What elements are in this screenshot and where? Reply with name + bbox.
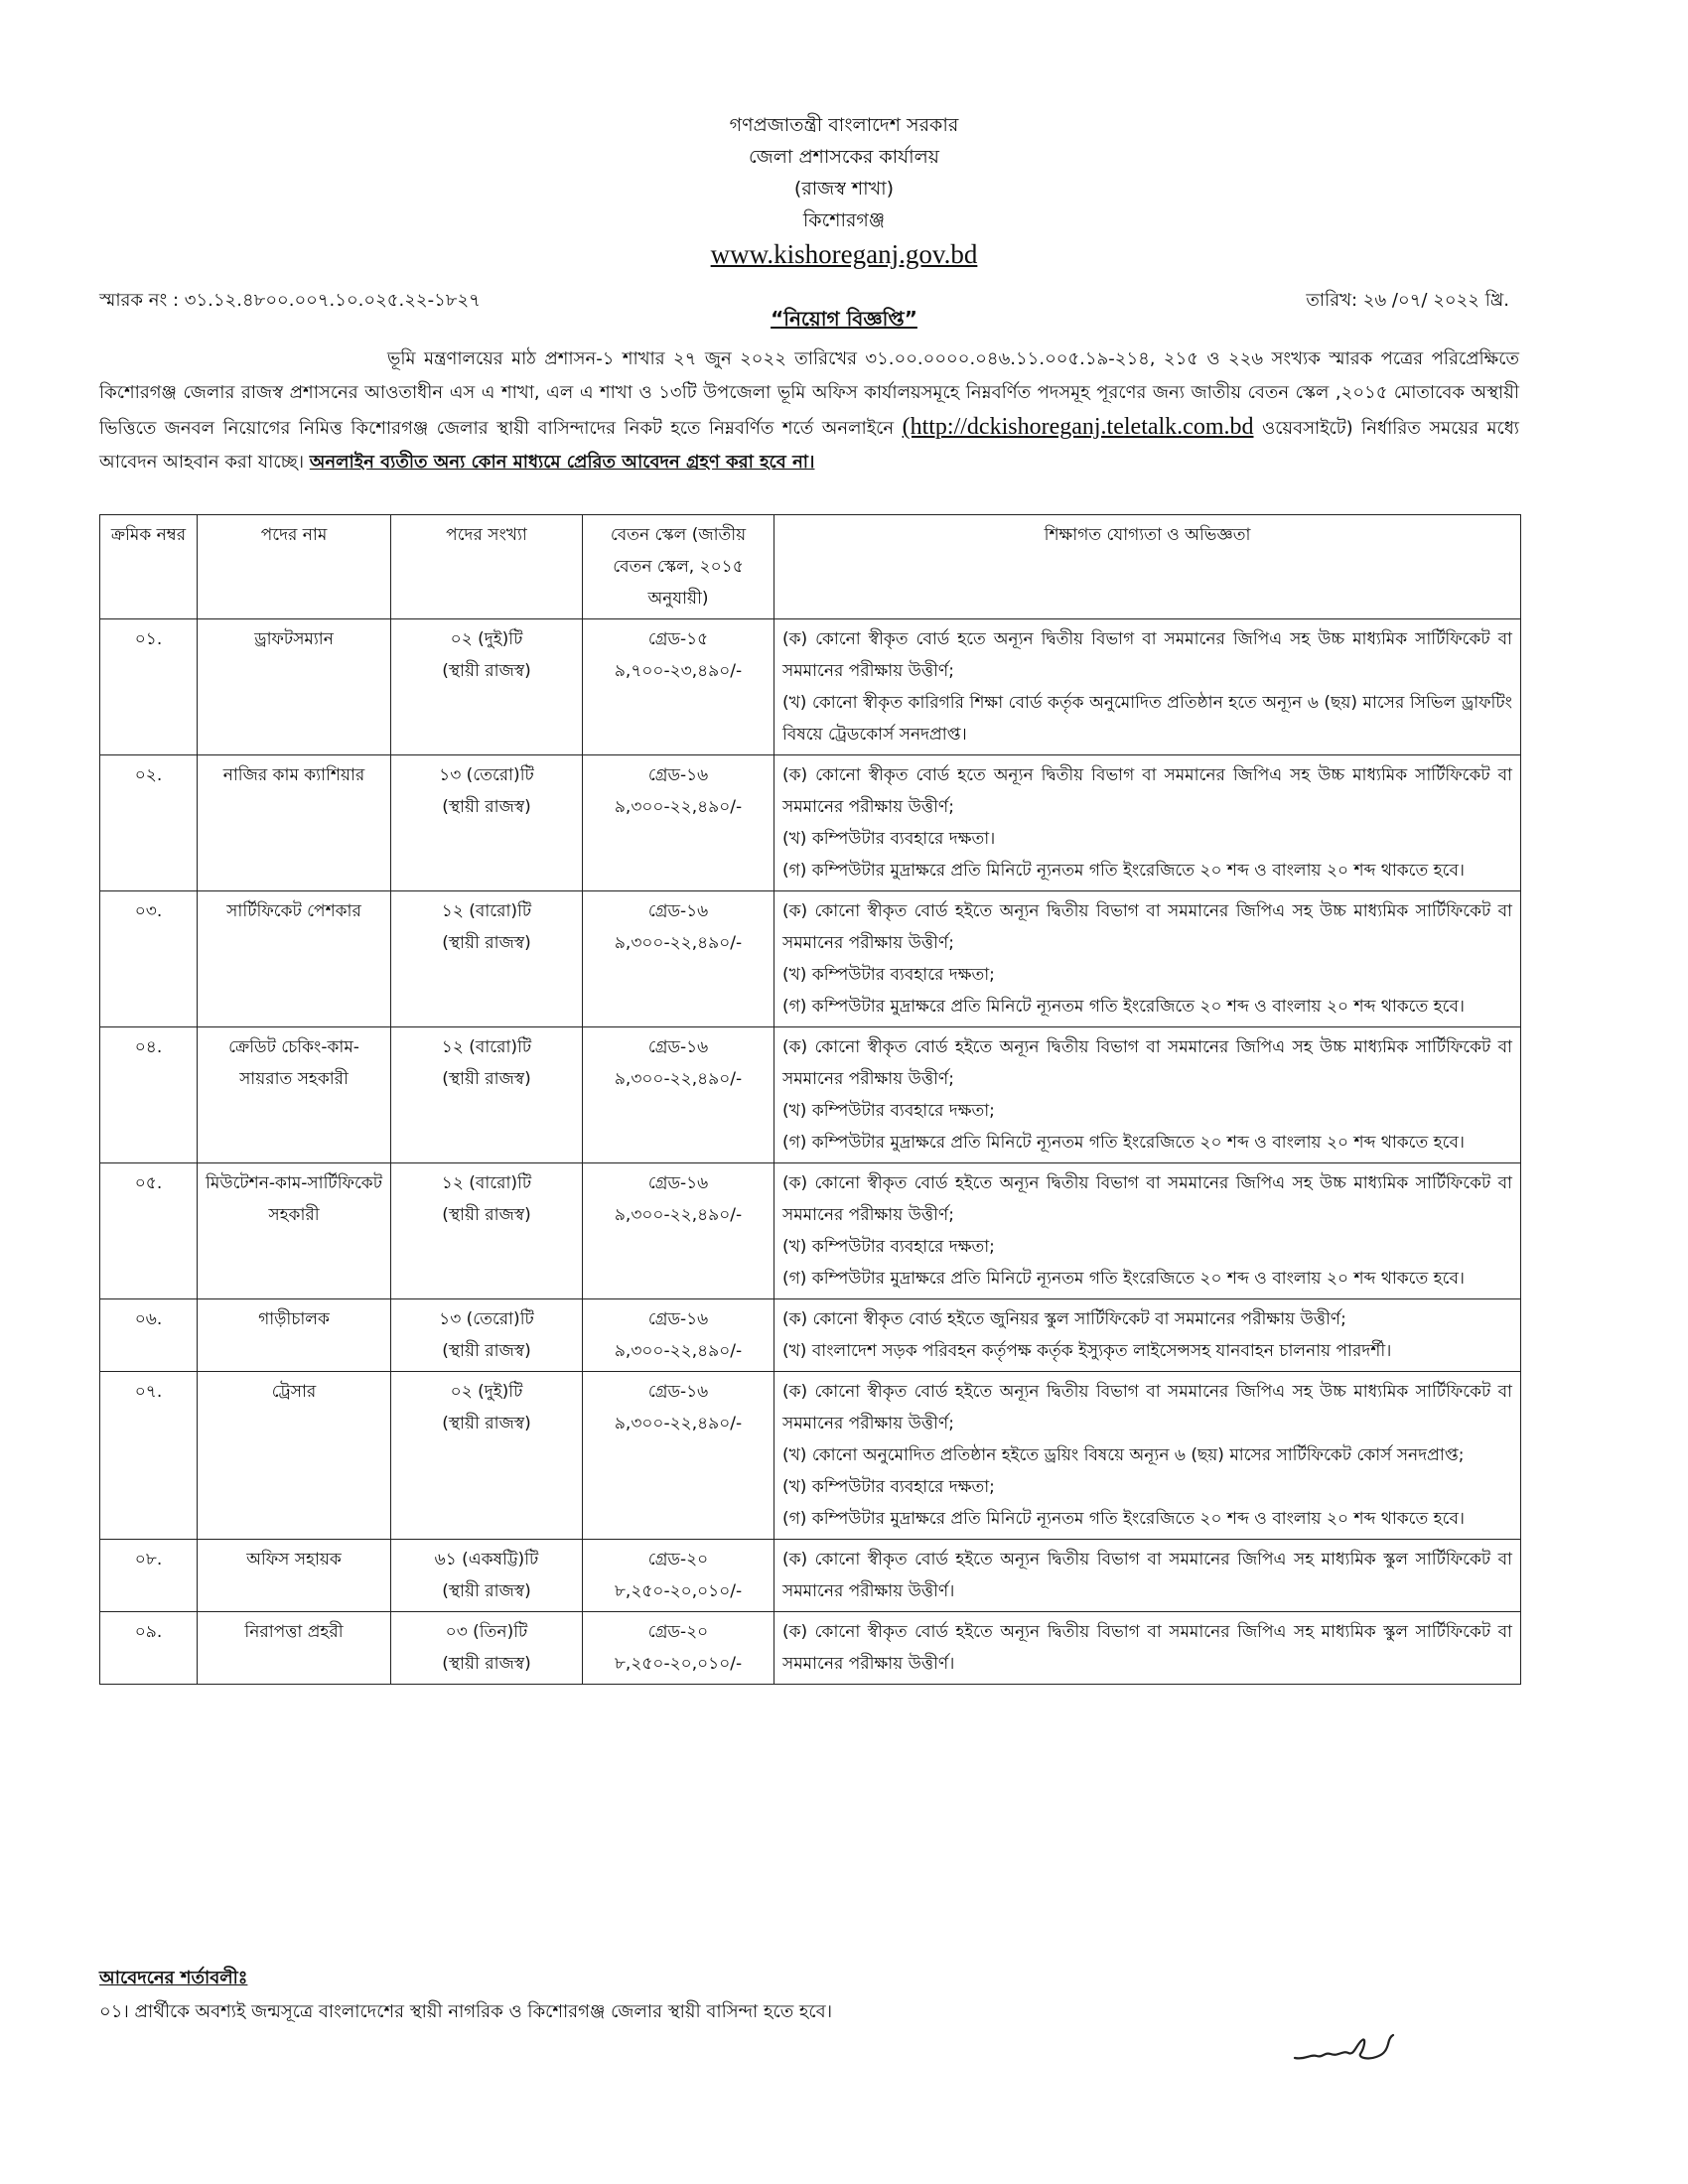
pay-grade: গ্রেড-১৬ bbox=[647, 1173, 709, 1193]
cell-qualification bbox=[774, 619, 1521, 755]
post-type: (স্থায়ী রাজস্ব) bbox=[442, 1654, 531, 1674]
intro-text: ভূমি মন্ত্রণালয়ের মাঠ প্রশাসন-১ শাখার ২৭ জুন ২০২২ তারিখের ৩১.০০.০০০০.০৪৬.১১.০০৫.১৯-২১৪, ২১৫ ও ২২৬ সংখ্যক স্মারক পত্রের পরিপ্রেক্ষিতে কিশোরগঞ্জ জেলার রাজস্ব প্রশাসনের আওতাধীন এস এ শাখা, এল এ শাখা ও ১৩টি উপজেলা ভূমি অফিস কার্যালয়সমূহে নিম্নবর্ণিত পদসমূহ পূরণের জন্য জাতীয় বেতন স্কেল ,২০১৫ মোতাবেক অস্থায়ী ভিত্তিতে জনবল নিয়োগের নিমিত্ত কিশোরগঞ্জ জেলার স্থায়ী বাসিন্দাদের নিকট হতে নিম্নবর্ণিত শর্তে অনলাইনে bbox=[99, 348, 1519, 439]
post-count: ১৩ (তেরো)টি bbox=[439, 1309, 534, 1329]
cell-qualification bbox=[774, 1540, 1521, 1612]
qualification-item: (গ) কম্পিউটার মুদ্রাক্ষরে প্রতি মিনিটে ন্যূনতম গতি ইংরেজিতে ২০ শব্দ ও বাংলায় ২০ শব্দ থাকতে হবে। bbox=[782, 997, 1465, 1017]
notice-title: “নিয়োগ বিজ্ঞপ্তি” bbox=[771, 307, 917, 331]
pay-grade: গ্রেড-১৬ bbox=[647, 901, 709, 921]
qualification-item: (গ) কম্পিউটার মুদ্রাক্ষরে প্রতি মিনিটে ন্যূনতম গতি ইংরেজিতে ২০ শব্দ ও বাংলায় ২০ শব্দ থাকতে হবে। bbox=[782, 1269, 1465, 1289]
cell-post-count bbox=[391, 1027, 583, 1163]
post-type: (স্থায়ী রাজস্ব) bbox=[442, 661, 531, 681]
cell-post-name: ট্রেসার bbox=[198, 1372, 391, 1540]
cell-pay-scale bbox=[583, 1163, 774, 1299]
post-count: ০৩ (তিন)টি bbox=[445, 1622, 528, 1642]
cell-post-count bbox=[391, 1299, 583, 1372]
post-count: ১২ (বারো)টি bbox=[441, 1037, 532, 1057]
header-office: জেলা প্রশাসকের কার্যালয় bbox=[749, 146, 939, 168]
cell-post-count bbox=[391, 1612, 583, 1685]
cell-qualification bbox=[774, 1372, 1521, 1540]
cell-serial: ০২. bbox=[100, 755, 198, 891]
pay-grade: গ্রেড-১৬ bbox=[647, 1382, 709, 1402]
col-header-post: পদের নাম bbox=[198, 515, 391, 619]
cell-qualification bbox=[774, 1027, 1521, 1163]
cell-qualification bbox=[774, 1299, 1521, 1372]
cell-post-count bbox=[391, 1163, 583, 1299]
table-row bbox=[100, 1163, 1521, 1299]
table-row bbox=[100, 1612, 1521, 1685]
table-header-row bbox=[100, 515, 1521, 619]
cell-post-name: মিউটেশন-কাম-সার্টিফিকেট সহকারী bbox=[198, 1163, 391, 1299]
qualification-item: (খ) কম্পিউটার ব্যবহারে দক্ষতা; bbox=[782, 1101, 995, 1121]
pay-range: ৯,৩০০-২২,৪৯০/- bbox=[614, 1341, 743, 1361]
table-row bbox=[100, 1372, 1521, 1540]
cell-serial: ০৫. bbox=[100, 1163, 198, 1299]
post-count: ০২ (দুই)টি bbox=[450, 629, 523, 649]
cell-post-name: সার্টিফিকেট পেশকার bbox=[198, 891, 391, 1027]
qualification-item: (ক) কোনো স্বীকৃত বোর্ড হইতে অন্যূন দ্বিতীয় বিভাগ বা সমমানের জিপিএ সহ উচ্চ মাধ্যমিক সার্টিফিকেট বা সমমানের পরীক্ষায় উত্তীর্ণ; bbox=[782, 1037, 1512, 1089]
pay-range: ৯,৩০০-২২,৪৯০/- bbox=[614, 1414, 743, 1433]
cell-post-name: ড্রাফটসম্যান bbox=[198, 619, 391, 755]
cell-pay-scale bbox=[583, 1027, 774, 1163]
table-row bbox=[100, 1027, 1521, 1163]
col-header-qualification: শিক্ষাগত যোগ্যতা ও অভিজ্ঞতা bbox=[774, 515, 1521, 619]
cell-qualification bbox=[774, 1163, 1521, 1299]
cell-post-count bbox=[391, 1540, 583, 1612]
qualification-item: (খ) কম্পিউটার ব্যবহারে দক্ষতা; bbox=[782, 1477, 995, 1497]
intro-after-url: ওয়েবসাইটে) নির্ধারিত সময়ের মধ্যে আবেদন আহবান করা যাচ্ছে। bbox=[99, 418, 1519, 473]
cell-qualification bbox=[774, 891, 1521, 1027]
pay-range: ৯,৩০০-২২,৪৯০/- bbox=[614, 797, 743, 817]
post-type: (স্থায়ী রাজস্ব) bbox=[442, 933, 531, 953]
cell-pay-scale bbox=[583, 1540, 774, 1612]
post-count: ১২ (বারো)টি bbox=[441, 901, 532, 921]
issue-date: তারিখ: ২৬ /০৭/ ২০২২ খ্রি. bbox=[1306, 290, 1509, 311]
table-row bbox=[100, 755, 1521, 891]
cell-post-count bbox=[391, 1372, 583, 1540]
vacancy-table bbox=[99, 514, 1521, 1685]
header-branch: (রাজস্ব শাখা) bbox=[793, 178, 895, 200]
cell-qualification bbox=[774, 1612, 1521, 1685]
col-header-count: পদের সংখ্যা bbox=[391, 515, 583, 619]
post-type: (স্থায়ী রাজস্ব) bbox=[442, 1341, 531, 1361]
apply-url: (http://dckishoreganj.teletalk.com.bd bbox=[902, 414, 1254, 440]
qualification-item: (ক) কোনো স্বীকৃত বোর্ড হতে অন্যূন দ্বিতীয় বিভাগ বা সমমানের জিপিএ সহ উচ্চ মাধ্যমিক সার্টিফিকেট বা সমমানের পরীক্ষায় উত্তীর্ণ; bbox=[782, 765, 1512, 817]
pay-grade: গ্রেড-২০ bbox=[647, 1622, 709, 1642]
conditions-title: আবেদনের শর্তাবলীঃ bbox=[99, 1968, 248, 1988]
cell-serial: ০৪. bbox=[100, 1027, 198, 1163]
cell-post-name: নাজির কাম ক্যাশিয়ার bbox=[198, 755, 391, 891]
pay-range: ৯,৩০০-২২,৪৯০/- bbox=[614, 1205, 743, 1225]
qualification-item: (গ) কম্পিউটার মুদ্রাক্ষরে প্রতি মিনিটে ন্যূনতম গতি ইংরেজিতে ২০ শব্দ ও বাংলায় ২০ শব্দ থাকতে হবে। bbox=[782, 861, 1465, 881]
table-body bbox=[100, 619, 1521, 1685]
pay-grade: গ্রেড-১৬ bbox=[647, 1037, 709, 1057]
qualification-item: (খ) বাংলাদেশ সড়ক পরিবহন কর্তৃপক্ষ কর্তৃক ইস্যুকৃত লাইসেন্সসহ যানবাহন চালনায় পারদর্শী। bbox=[782, 1341, 1392, 1361]
table-row bbox=[100, 1540, 1521, 1612]
post-count: ০২ (দুই)টি bbox=[450, 1382, 523, 1402]
post-count: ৬১ (একষট্টি)টি bbox=[434, 1550, 539, 1570]
cell-post-count bbox=[391, 891, 583, 1027]
cell-serial: ০৮. bbox=[100, 1540, 198, 1612]
pay-range: ৯,৭০০-২৩,৪৯০/- bbox=[614, 661, 743, 681]
header-district: কিশোরগঞ্জ bbox=[802, 209, 886, 231]
table-row bbox=[100, 891, 1521, 1027]
qualification-item: (খ) কোনো অনুমোদিত প্রতিষ্ঠান হইতে ড্রয়িং বিষয়ে অন্যূন ৬ (ছয়) মাসের সার্টিফিকেট কোর্স সনদপ্রাপ্ত; bbox=[782, 1445, 1465, 1465]
qualification-item: (ক) কোনো স্বীকৃত বোর্ড হতে অন্যূন দ্বিতীয় বিভাগ বা সমমানের জিপিএ সহ উচ্চ মাধ্যমিক সার্টিফিকেট বা সমমানের পরীক্ষায় উত্তীর্ণ; bbox=[782, 629, 1512, 681]
qualification-item: (ক) কোনো স্বীকৃত বোর্ড হইতে অন্যূন দ্বিতীয় বিভাগ বা সমমানের জিপিএ সহ উচ্চ মাধ্যমিক সার্টিফিকেট বা সমমানের পরীক্ষায় উত্তীর্ণ; bbox=[782, 1173, 1512, 1225]
header-government: গণপ্রজাতন্ত্রী বাংলাদেশ সরকার bbox=[729, 114, 959, 136]
qualification-item: (খ) কোনো স্বীকৃত কারিগরি শিক্ষা বোর্ড কর্তৃক অনুমোদিত প্রতিষ্ঠান হতে অন্যূন ৬ (ছয়) মাসের সিভিল ড্রাফটিং বিষয়ে ট্রেডকোর্স সনদপ্রাপ্ত। bbox=[782, 693, 1512, 745]
intro-paragraph bbox=[99, 342, 1519, 479]
post-type: (স্থায়ী রাজস্ব) bbox=[442, 1414, 531, 1433]
qualification-item: (ক) কোনো স্বীকৃত বোর্ড হইতে অন্যূন দ্বিতীয় বিভাগ বা সমমানের জিপিএ সহ মাধ্যমিক স্কুল সার্টিফিকেট বা সমমানের পরীক্ষায় উত্তীর্ণ। bbox=[782, 1550, 1512, 1601]
post-count: ১২ (বারো)টি bbox=[441, 1173, 532, 1193]
qualification-item: (খ) কম্পিউটার ব্যবহারে দক্ষতা; bbox=[782, 965, 995, 985]
cell-post-name: ক্রেডিট চেকিং-কাম-সায়রাত সহকারী bbox=[198, 1027, 391, 1163]
cell-post-name: অফিস সহায়ক bbox=[198, 1540, 391, 1612]
cell-pay-scale bbox=[583, 891, 774, 1027]
post-type: (স্থায়ী রাজস্ব) bbox=[442, 1205, 531, 1225]
qualification-item: (ক) কোনো স্বীকৃত বোর্ড হইতে অন্যূন দ্বিতীয় বিভাগ বা সমমানের জিপিএ সহ উচ্চ মাধ্যমিক সার্টিফিকেট বা সমমানের পরীক্ষায় উত্তীর্ণ; bbox=[782, 901, 1512, 953]
qualification-item: (ক) কোনো স্বীকৃত বোর্ড হইতে জুনিয়র স্কুল সার্টিফিকেট বা সমমানের পরীক্ষায় উত্তীর্ণ; bbox=[782, 1309, 1346, 1329]
cell-post-name: নিরাপত্তা প্রহরী bbox=[198, 1612, 391, 1685]
post-type: (স্থায়ী রাজস্ব) bbox=[442, 797, 531, 817]
post-count: ১৩ (তেরো)টি bbox=[439, 765, 534, 785]
cell-post-name: গাড়ীচালক bbox=[198, 1299, 391, 1372]
pay-range: ৯,৩০০-২২,৪৯০/- bbox=[614, 1069, 743, 1089]
cell-post-count bbox=[391, 619, 583, 755]
qualification-item: (গ) কম্পিউটার মুদ্রাক্ষরে প্রতি মিনিটে ন্যূনতম গতি ইংরেজিতে ২০ শব্দ ও বাংলায় ২০ শব্দ থাকতে হবে। bbox=[782, 1509, 1465, 1529]
cell-serial: ০১. bbox=[100, 619, 198, 755]
cell-pay-scale bbox=[583, 1612, 774, 1685]
post-type: (স্থায়ী রাজস্ব) bbox=[442, 1581, 531, 1601]
table-row bbox=[100, 619, 1521, 755]
qualification-item: (ক) কোনো স্বীকৃত বোর্ড হইতে অন্যূন দ্বিতীয় বিভাগ বা সমমানের জিপিএ সহ উচ্চ মাধ্যমিক সার্টিফিকেট বা সমমানের পরীক্ষায় উত্তীর্ণ; bbox=[782, 1382, 1512, 1433]
qualification-item: (ক) কোনো স্বীকৃত বোর্ড হইতে অন্যূন দ্বিতীয় বিভাগ বা সমমানের জিপিএ সহ মাধ্যমিক স্কুল সার্টিফিকেট বা সমমানের পরীক্ষায় উত্তীর্ণ। bbox=[782, 1622, 1512, 1674]
memo-number: স্মারক নং : ৩১.১২.৪৮০০.০০৭.১০.০২৫.২২-১৮২৭ bbox=[99, 290, 481, 311]
cell-serial: ০৩. bbox=[100, 891, 198, 1027]
cell-serial: ০৭. bbox=[100, 1372, 198, 1540]
qualification-item: (খ) কম্পিউটার ব্যবহারে দক্ষতা; bbox=[782, 1237, 995, 1257]
cell-qualification bbox=[774, 755, 1521, 891]
cell-serial: ০৯. bbox=[100, 1612, 198, 1685]
pay-grade: গ্রেড-১৬ bbox=[647, 765, 709, 785]
pay-range: ৮,২৫০-২০,০১০/- bbox=[614, 1654, 743, 1674]
post-type: (স্থায়ী রাজস্ব) bbox=[442, 1069, 531, 1089]
header-website: www.kishoreganj.gov.bd bbox=[710, 239, 978, 269]
cell-pay-scale bbox=[583, 619, 774, 755]
pay-range: ৮,২৫০-২০,০১০/- bbox=[614, 1581, 743, 1601]
table-row bbox=[100, 1299, 1521, 1372]
col-header-scale: বেতন স্কেল (জাতীয় বেতন স্কেল, ২০১৫ অনুযায়ী) bbox=[583, 515, 774, 619]
pay-grade: গ্রেড-১৬ bbox=[647, 1309, 709, 1329]
pay-grade: গ্রেড-১৫ bbox=[647, 629, 709, 649]
pay-range: ৯,৩০০-২২,৪৯০/- bbox=[614, 933, 743, 953]
qualification-item: (খ) কম্পিউটার ব্যবহারে দক্ষতা। bbox=[782, 829, 996, 849]
col-header-serial: ক্রমিক নম্বর bbox=[100, 515, 198, 619]
cell-pay-scale bbox=[583, 1372, 774, 1540]
pay-grade: গ্রেড-২০ bbox=[647, 1550, 709, 1570]
signature bbox=[1291, 2030, 1400, 2074]
cell-pay-scale bbox=[583, 755, 774, 891]
document-header bbox=[0, 109, 1688, 272]
online-only-note: অনলাইন ব্যতীত অন্য কোন মাধ্যমে প্রেরিত আবেদন গ্রহণ করা হবে না। bbox=[309, 452, 815, 473]
qualification-item: (গ) কম্পিউটার মুদ্রাক্ষরে প্রতি মিনিটে ন্যূনতম গতি ইংরেজিতে ২০ শব্দ ও বাংলায় ২০ শব্দ থাকতে হবে। bbox=[782, 1133, 1465, 1153]
cell-serial: ০৬. bbox=[100, 1299, 198, 1372]
condition-item: ০১। প্রার্থীকে অবশ্যই জন্মসূত্রে বাংলাদেশের স্থায়ী নাগরিক ও কিশোরগঞ্জ জেলার স্থায়ী বাসিন্দা হতে হবে। bbox=[99, 2001, 833, 2022]
cell-post-count bbox=[391, 755, 583, 891]
cell-pay-scale bbox=[583, 1299, 774, 1372]
